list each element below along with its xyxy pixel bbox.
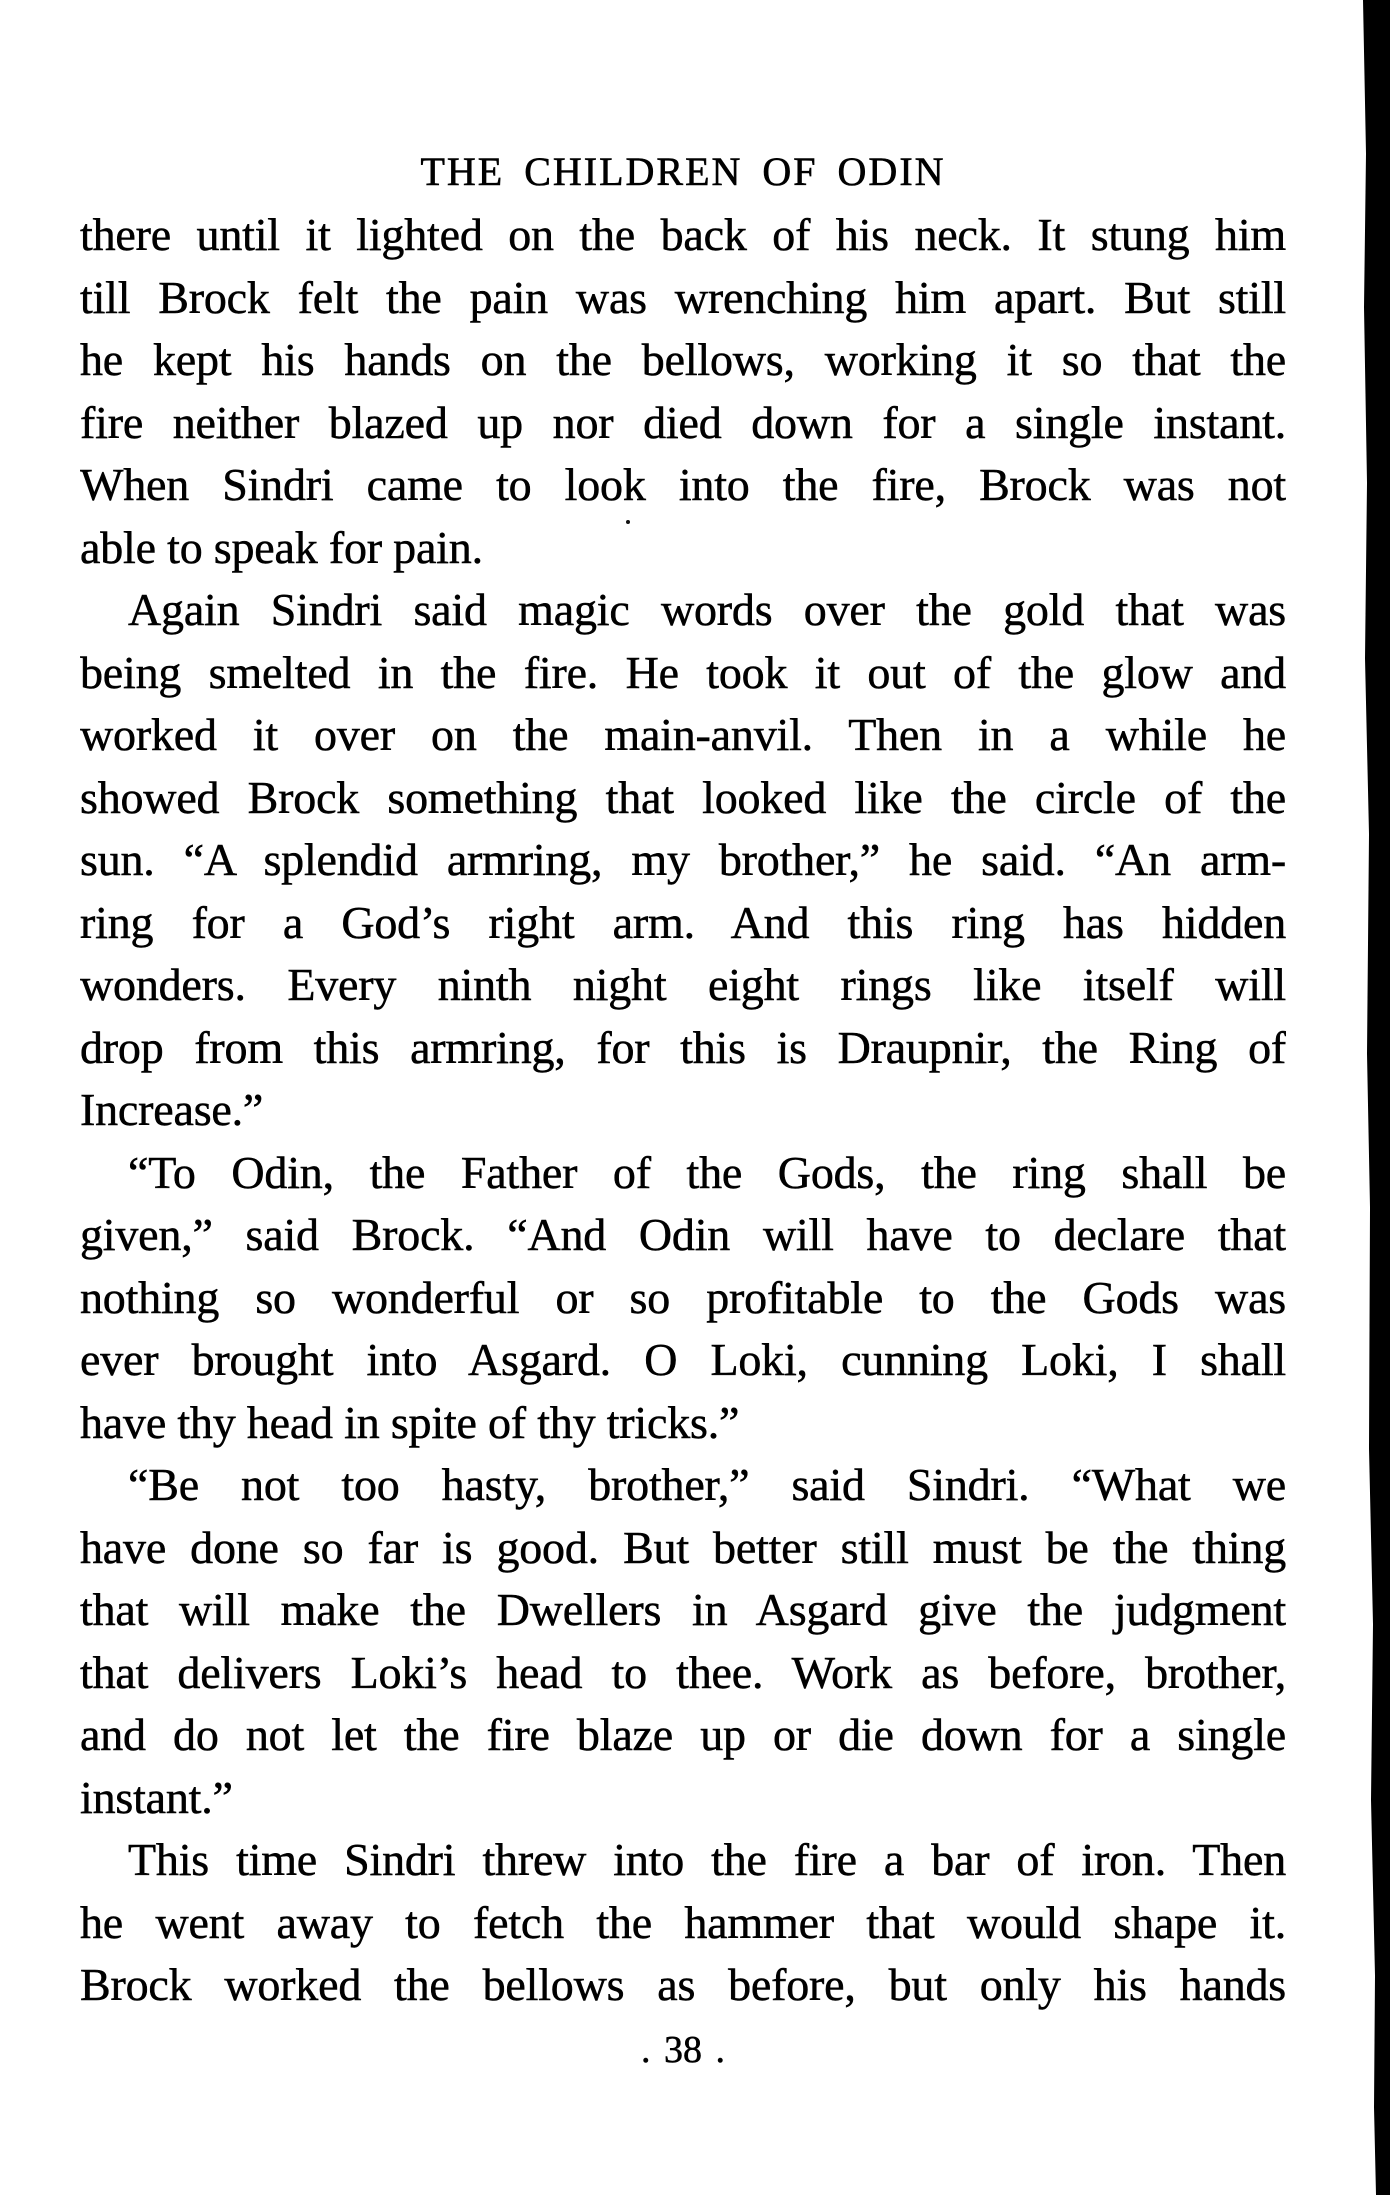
text-line: instant.” bbox=[80, 1771, 233, 1823]
text-line: When Sindri came to look into the fire, Brock was not bbox=[80, 459, 1286, 510]
text-line: there until it lighted on the back of his neck. It stung him bbox=[80, 209, 1286, 260]
text-line: have thy head in spite of thy tricks.” bbox=[80, 1396, 740, 1448]
text-line: Increase.” bbox=[80, 1084, 264, 1135]
text-line: that delivers Loki’s head to thee. Work as before, brother, bbox=[80, 1646, 1286, 1698]
text-line: given,” said Brock. “And Odin will have to declare that bbox=[80, 1209, 1286, 1260]
text-line: “To Odin, the Father of the Gods, the ring shall be bbox=[128, 1146, 1286, 1198]
text-line: worked it over on the main-anvil. Then in a while he bbox=[80, 709, 1286, 760]
running-header: THE CHILDREN OF ODIN bbox=[420, 149, 946, 194]
text-line: he kept his hands on the bellows, working it so that the bbox=[80, 334, 1286, 385]
scan-edge-strip bbox=[1356, 0, 1390, 2195]
ink-speck bbox=[626, 520, 630, 524]
text-line: that will make the Dwellers in Asgard give the judgment bbox=[80, 1584, 1286, 1635]
text-line: Brock worked the bellows as before, but only his hands bbox=[80, 1959, 1286, 2010]
text-line: wonders. Every ninth night eight rings like itself will bbox=[80, 959, 1286, 1010]
text-line: ring for a God’s right arm. And this ring has hidden bbox=[80, 896, 1286, 948]
text-line: able to speak for pain. bbox=[80, 521, 483, 573]
text-line: he went away to fetch the hammer that would shape it. bbox=[80, 1896, 1286, 1948]
text-line: till Brock felt the pain was wrenching him apart. But still bbox=[80, 271, 1286, 323]
page-body bbox=[80, 204, 1286, 2017]
text-line: fire neither blazed up nor died down for a single instant. bbox=[80, 396, 1286, 448]
text-line: “Be not too hasty, brother,” said Sindri. “What we bbox=[128, 1459, 1286, 1510]
page-number: . 38 . bbox=[641, 2029, 725, 2071]
text-line: nothing so wonderful or so profitable to the Gods was bbox=[80, 1271, 1286, 1323]
text-line: drop from this armring, for this is Draupnir, the Ring of bbox=[80, 1021, 1286, 1073]
text-line: This time Sindri threw into the fire a bar of iron. Then bbox=[128, 1834, 1286, 1885]
text-line: ever brought into Asgard. O Loki, cunning Loki, I shall bbox=[80, 1334, 1286, 1385]
text-line: and do not let the fire blaze up or die down for a single bbox=[80, 1709, 1286, 1760]
text-line: being smelted in the fire. He took it out of the glow and bbox=[80, 646, 1286, 698]
text-line: sun. “A splendid armring, my brother,” he said. “An arm- bbox=[80, 834, 1286, 885]
text-line: Again Sindri said magic words over the gold that was bbox=[128, 584, 1286, 635]
text-line: have done so far is good. But better still must be the thing bbox=[80, 1521, 1286, 1573]
text-line: showed Brock something that looked like the circle of the bbox=[80, 771, 1286, 823]
